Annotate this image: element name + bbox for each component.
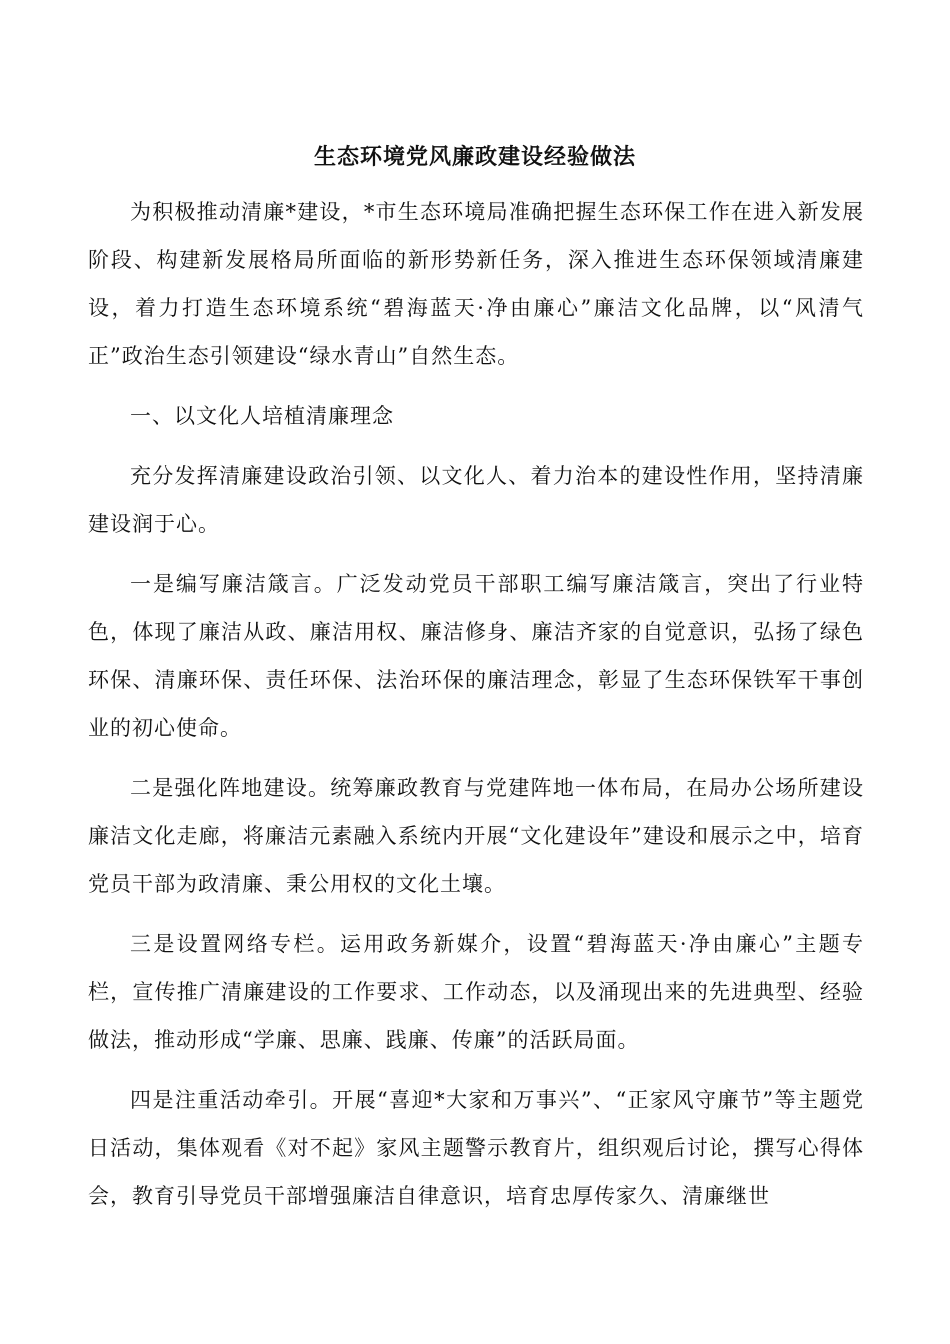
document-body: [88, 188, 864, 1232]
document-title: 生态环境党风廉政建设经验做法: [313, 144, 636, 170]
paragraph-point-3: 三是设置网络专栏。运用政务新媒介，设置“碧海蓝天·净由廉心”主题专栏，宣传推广清廉建设的工作要求、工作动态，以及涌现出来的先进典型、经验做法，推动形成“学廉、思廉、践廉、传廉”的活跃局面。: [88, 932, 864, 1052]
paragraph-point-1: 一是编写廉洁箴言。广泛发动党员干部职工编写廉洁箴言，突出了行业特色，体现了廉洁从政、廉洁用权、廉洁修身、廉洁齐家的自觉意识，弘扬了绿色环保、清廉环保、责任环保、法治环保的廉洁理念，彰显了生态环保铁军干事创业的初心使命。: [88, 572, 864, 740]
paragraph-intro: 为积极推动清廉*建设，*市生态环境局准确把握生态环保工作在进入新发展阶段、构建新发展格局所面临的新形势新任务，深入推进生态环保领域清廉建设，着力打造生态环境系统“碧海蓝天·净由廉心”廉洁文化品牌，以“风清气正”政治生态引领建设“绿水青山”自然生态。: [88, 200, 864, 368]
paragraph-point-4: 四是注重活动牵引。开展“喜迎*大家和万事兴”、“正家风守廉节”等主题党日活动，集体观看《对不起》家风主题警示教育片，组织观后讨论，撰写心得体会，教育引导党员干部增强廉洁自律意识，培育忠厚传家久、清廉继世: [88, 1088, 864, 1208]
section-heading-1: 一、以文化人培植清廉理念: [130, 404, 394, 428]
paragraph-section-1-summary: 充分发挥清廉建设政治引领、以文化人、着力治本的建设性作用，坚持清廉建设润于心。: [88, 464, 864, 536]
paragraph-point-2: 二是强化阵地建设。统筹廉政教育与党建阵地一体布局，在局办公场所建设廉洁文化走廊，将廉洁元素融入系统内开展“文化建设年”建设和展示之中，培育党员干部为政清廉、秉公用权的文化土壤。: [88, 776, 864, 896]
